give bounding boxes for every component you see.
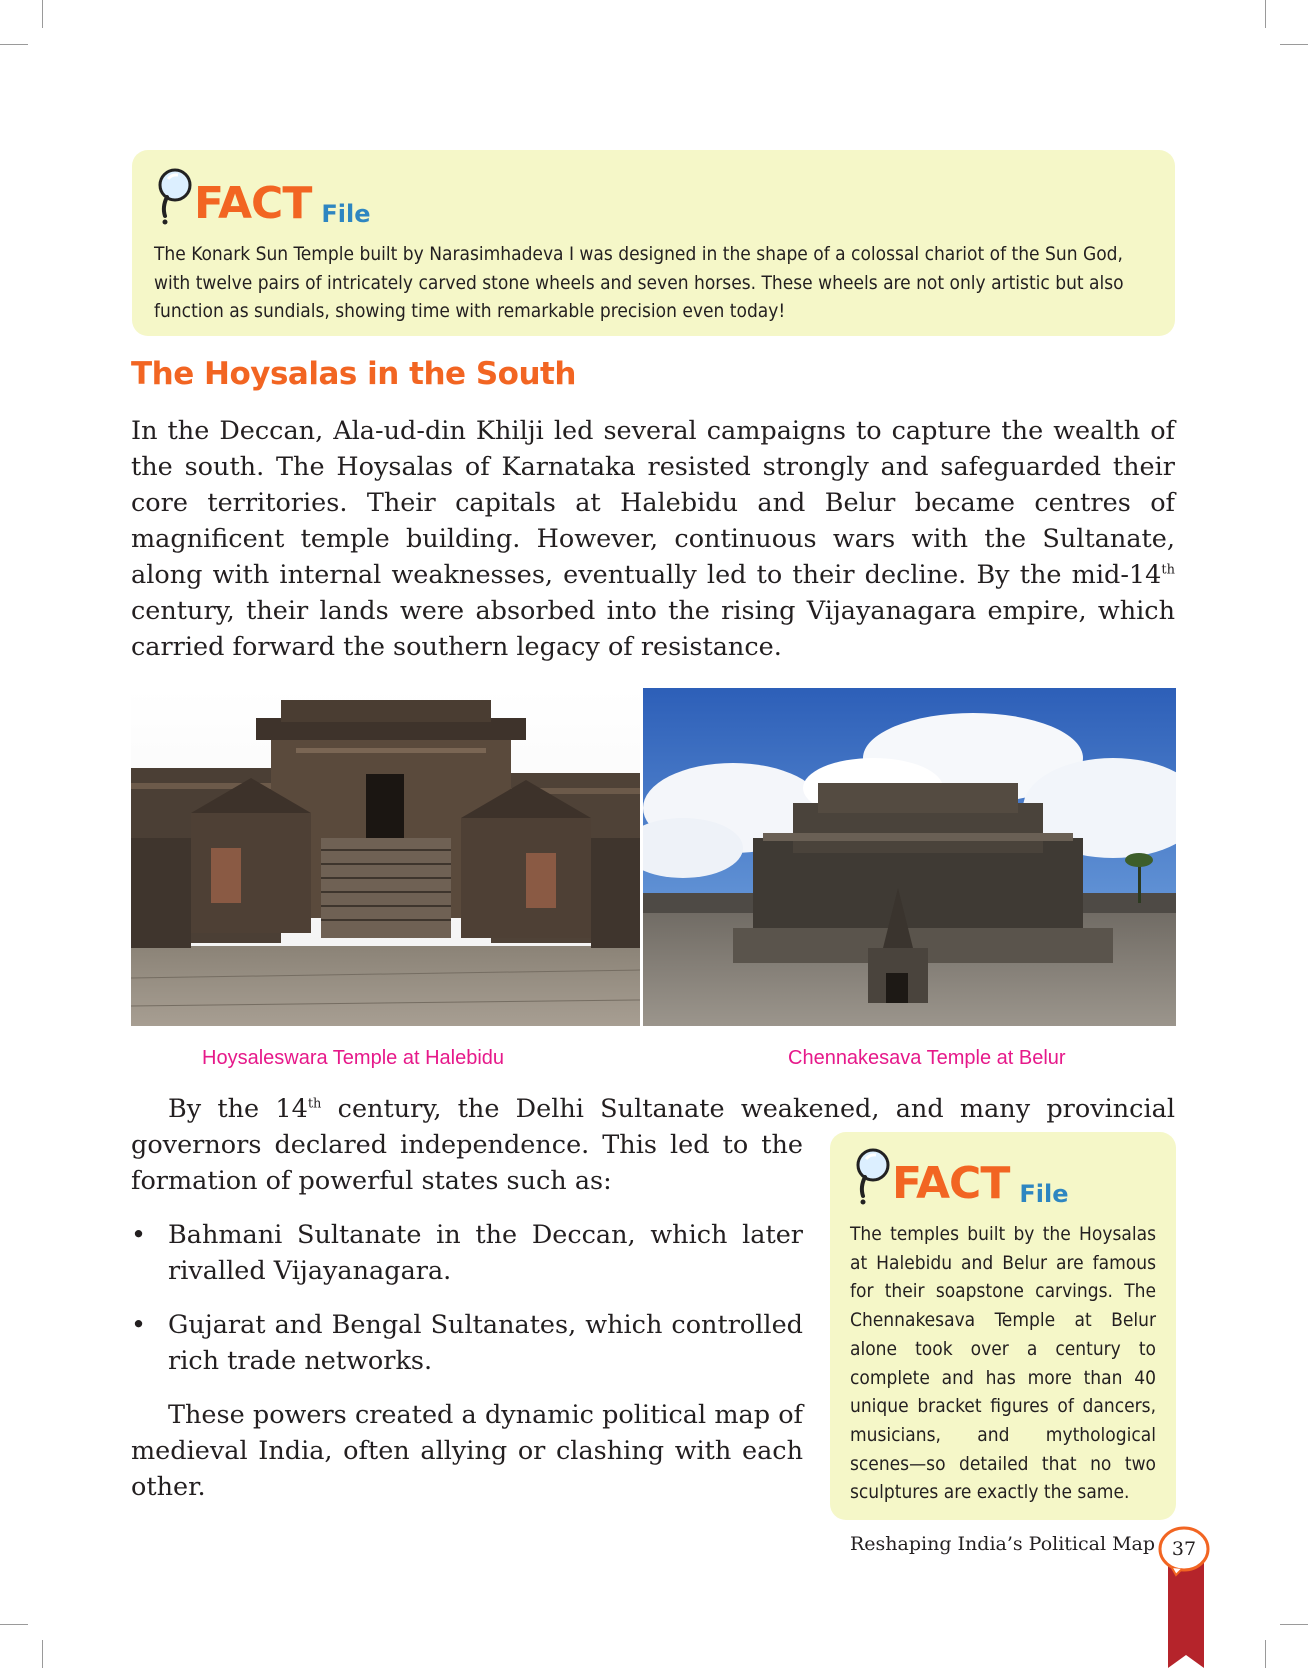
crop-mark bbox=[1280, 44, 1308, 45]
paragraph-sultanate-rest: governors declared independence. This led to the formation of powerful states such as: bbox=[131, 1130, 803, 1196]
fact-file-text: The Konark Sun Temple built by Narasimhadeva I was designed in the shape of a colossal chariot of the Sun God, with twelve pairs of intricately carved stone wheels and seven horses. These wheels are not only artistic but also function as sundials, showing time with remarkable precision even today! bbox=[154, 243, 1124, 322]
fact-file-box-konark bbox=[132, 150, 1175, 336]
page-number: 37 bbox=[1171, 1538, 1197, 1560]
list-item-text: Gujarat and Bengal Sultanates, which controlled rich trade networks. bbox=[168, 1310, 803, 1376]
file-label: File bbox=[321, 200, 371, 228]
paragraph-text: century, the Delhi Sultanate weakened, and many provincial bbox=[321, 1094, 1175, 1124]
list-item bbox=[131, 1217, 803, 1289]
paragraph-text: century, their lands were absorbed into the rising Vijayanagara empire, which carried forward the southern legacy of resistance. bbox=[131, 596, 1175, 662]
superscript: th bbox=[1161, 562, 1175, 578]
crop-mark bbox=[42, 1640, 43, 1668]
fact-file-header bbox=[852, 1146, 1069, 1209]
crop-mark bbox=[42, 0, 43, 28]
caption-hoysaleswara: Hoysaleswara Temple at Halebidu bbox=[202, 1047, 505, 1069]
caption-chennakesava: Chennakesava Temple at Belur bbox=[788, 1047, 1066, 1069]
paragraph-political-map: These powers created a dynamic political map of medieval India, often allying or clashing with each other. bbox=[131, 1400, 803, 1502]
crop-mark bbox=[1265, 0, 1266, 28]
bullet-symbol: • bbox=[131, 1310, 147, 1340]
crop-mark bbox=[0, 1624, 28, 1625]
fact-file-box-hoysala-temples bbox=[830, 1132, 1176, 1520]
fact-file-header bbox=[154, 166, 371, 229]
section-heading: The Hoysalas in the South bbox=[131, 356, 576, 392]
paragraph-hoysalas bbox=[131, 413, 1175, 665]
crop-mark bbox=[1280, 1624, 1308, 1625]
photo-hoysaleswara-temple bbox=[131, 688, 640, 1026]
magnifier-icon bbox=[852, 1146, 892, 1206]
fact-label: FACT bbox=[194, 178, 312, 229]
superscript: th bbox=[307, 1096, 322, 1112]
bullet-symbol: • bbox=[131, 1220, 147, 1250]
chapter-title: Reshaping India’s Political Map bbox=[850, 1533, 1156, 1555]
fact-file-text: The temples built by the Hoysalas at Halebidu and Belur are famous for their soapstone carvings. The Chennakesava Temple at Belur alone took over a century to complete and has more than 40 unique bracket figures of dancers, musicians, and mythological scenes—so detailed that no two sculptures are exactly the same. bbox=[850, 1223, 1156, 1504]
crop-mark bbox=[0, 44, 28, 45]
paragraph-sultanate-line1 bbox=[131, 1091, 1175, 1127]
list-item-text: Bahmani Sultanate in the Deccan, which later rivalled Vijayanagara. bbox=[168, 1220, 803, 1286]
list-item bbox=[131, 1307, 803, 1379]
fact-label: FACT bbox=[892, 1158, 1010, 1209]
crop-mark bbox=[1265, 1640, 1266, 1668]
magnifier-icon bbox=[154, 166, 194, 226]
paragraph-text: In the Deccan, Ala-ud-din Khilji led several campaigns to capture the wealth of the south. The Hoysalas of Karnataka resisted strongly and safeguarded their core territories. Their capitals at Halebidu and Belur became centres of magnificent temple building. However, continuous wars with the Sultanate, along with internal weaknesses, eventually led to their decline. By the mid-14 bbox=[131, 416, 1175, 590]
paragraph-text: By the 14 bbox=[168, 1094, 308, 1124]
photo-chennakesava-temple bbox=[643, 688, 1176, 1026]
file-label: File bbox=[1019, 1180, 1069, 1208]
